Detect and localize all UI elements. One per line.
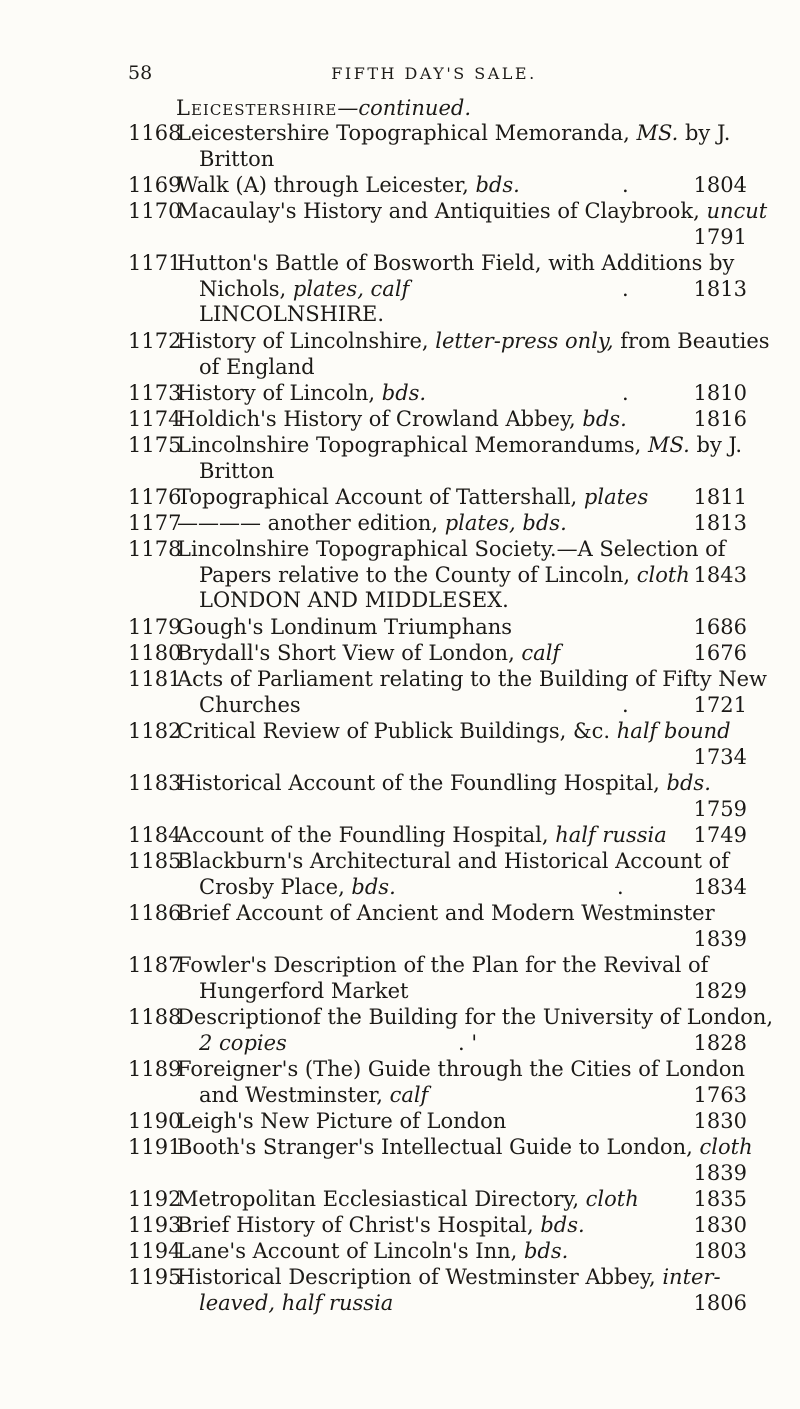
lot-number: 1186 bbox=[128, 901, 182, 925]
lot-number: 1175 bbox=[128, 433, 182, 457]
lot-year: 1839 bbox=[693, 1161, 747, 1185]
lot-description: Historical Description of Westminster Abbey, inter- bbox=[177, 1265, 721, 1289]
lot-description: Critical Review of Publick Buildings, &c. half bound bbox=[177, 719, 731, 743]
lot-number: 1189 bbox=[128, 1057, 182, 1081]
section-heading-lincolnshire: LINCOLNSHIRE. bbox=[199, 302, 385, 326]
lot-year: 1829 bbox=[693, 979, 747, 1003]
leader-dot: . bbox=[622, 277, 629, 301]
lot-description-cont: Crosby Place, bds. bbox=[199, 875, 396, 899]
page-number: 58 bbox=[128, 62, 153, 84]
lot-year: 1806 bbox=[693, 1291, 747, 1315]
lot-number: 1178 bbox=[128, 537, 182, 561]
lot-description-cont: Papers relative to the County of Lincoln, cloth bbox=[199, 563, 690, 587]
lot-year: 1835 bbox=[693, 1187, 747, 1211]
lot-description: Account of the Foundling Hospital, half russia bbox=[177, 823, 667, 847]
lot-description: Macaulay's History and Antiquities of Claybrook, uncut bbox=[177, 199, 768, 223]
running-title: FIFTH DAY'S SALE. bbox=[331, 64, 537, 83]
lot-number: 1180 bbox=[128, 641, 182, 665]
lot-year: 1721 bbox=[693, 693, 747, 717]
lot-description: Fowler's Description of the Plan for the Revival of bbox=[177, 953, 709, 977]
lot-description-cont: Britton bbox=[199, 459, 275, 483]
lot-year: 1686 bbox=[693, 615, 747, 639]
lot-number: 1170 bbox=[128, 199, 182, 223]
leader-dot: . bbox=[622, 381, 629, 405]
lot-description: Lane's Account of Lincoln's Inn, bds. bbox=[177, 1239, 569, 1263]
lot-description: Acts of Parliament relating to the Building of Fifty New bbox=[177, 667, 768, 691]
lot-description-cont: Britton bbox=[199, 147, 275, 171]
lot-number: 1171 bbox=[128, 251, 182, 275]
lot-description: Leigh's New Picture of London bbox=[177, 1109, 507, 1133]
running-head bbox=[128, 62, 740, 88]
ditto-dash: ———— bbox=[177, 511, 261, 535]
lot-description: Booth's Stranger's Intellectual Guide to London, cloth bbox=[177, 1135, 753, 1159]
lot-description: Foreigner's (The) Guide through the Cities of London bbox=[177, 1057, 746, 1081]
lot-number: 1176 bbox=[128, 485, 182, 509]
lot-description-cont: of England bbox=[199, 355, 315, 379]
lot-year: 1813 bbox=[693, 277, 747, 301]
lot-number: 1188 bbox=[128, 1005, 182, 1029]
lot-year: 1834 bbox=[693, 875, 747, 899]
section-heading-leicestershire: Leicestershire—continued. bbox=[176, 96, 471, 120]
section-heading-london: LONDON AND MIDDLESEX. bbox=[199, 588, 509, 612]
lot-number: 1195 bbox=[128, 1265, 182, 1289]
lot-year: 1843 bbox=[693, 563, 747, 587]
lot-description-cont: and Westminster, calf bbox=[199, 1083, 429, 1107]
lot-description: Holdich's History of Crowland Abbey, bds. bbox=[177, 407, 627, 431]
lot-number: 1194 bbox=[128, 1239, 182, 1263]
lot-description: History of Lincoln, bds. bbox=[177, 381, 427, 405]
lot-description-cont: Nichols, plates, calf bbox=[199, 277, 410, 301]
lot-description-cont: leaved, half russia bbox=[199, 1291, 394, 1315]
lot-year: 1734 bbox=[693, 745, 747, 769]
lot-number: 1169 bbox=[128, 173, 182, 197]
lot-year: 1676 bbox=[693, 641, 747, 665]
lot-description: Hutton's Battle of Bosworth Field, with Additions by bbox=[177, 251, 735, 275]
lot-description-cont: Churches bbox=[199, 693, 301, 717]
lot-number: 1192 bbox=[128, 1187, 182, 1211]
lot-description: ———— another edition, plates, bds. bbox=[177, 511, 567, 535]
lot-year: 1763 bbox=[693, 1083, 747, 1107]
lot-year: 1816 bbox=[693, 407, 747, 431]
lot-description-cont: 2 copies bbox=[199, 1031, 287, 1055]
lot-number: 1190 bbox=[128, 1109, 182, 1133]
leader-dot: . ' bbox=[458, 1031, 478, 1055]
lot-number: 1174 bbox=[128, 407, 182, 431]
lot-year: 1749 bbox=[693, 823, 747, 847]
lot-number: 1172 bbox=[128, 329, 182, 353]
lot-number: 1184 bbox=[128, 823, 182, 847]
lot-number: 1173 bbox=[128, 381, 182, 405]
leader-dot: . bbox=[622, 173, 629, 197]
lot-description: Brief Account of Ancient and Modern Westminster bbox=[177, 901, 715, 925]
lot-year: 1811 bbox=[693, 485, 747, 509]
lot-year: 1804 bbox=[693, 173, 747, 197]
lot-number: 1182 bbox=[128, 719, 182, 743]
lot-description-cont: Hungerford Market bbox=[199, 979, 409, 1003]
lot-description: Lincolnshire Topographical Memorandums, MS. by J. bbox=[177, 433, 742, 457]
lot-number: 1183 bbox=[128, 771, 182, 795]
lot-description: Metropolitan Ecclesiastical Directory, cloth bbox=[177, 1187, 639, 1211]
lot-description: Descriptionof the Building for the University of London, bbox=[177, 1005, 774, 1029]
lot-number: 1191 bbox=[128, 1135, 182, 1159]
lot-description: Brief History of Christ's Hospital, bds. bbox=[177, 1213, 585, 1237]
leader-dot: . bbox=[617, 875, 624, 899]
lot-description: Blackburn's Architectural and Historical Account of bbox=[177, 849, 730, 873]
lot-description: Lincolnshire Topographical Society.—A Selection of bbox=[177, 537, 726, 561]
lot-number: 1179 bbox=[128, 615, 182, 639]
lot-year: 1830 bbox=[693, 1109, 747, 1133]
leader-dot: . bbox=[622, 693, 629, 717]
lot-year: 1828 bbox=[693, 1031, 747, 1055]
lot-number: 1177 bbox=[128, 511, 182, 535]
lot-description: Leicestershire Topographical Memoranda, MS. by J. bbox=[177, 121, 731, 145]
lot-year: 1759 bbox=[693, 797, 747, 821]
lot-description: Walk (A) through Leicester, bds. bbox=[177, 173, 520, 197]
lot-number: 1181 bbox=[128, 667, 182, 691]
lot-description: Historical Account of the Foundling Hospital, bds. bbox=[177, 771, 711, 795]
lot-number: 1185 bbox=[128, 849, 182, 873]
lot-description: Brydall's Short View of London, calf bbox=[177, 641, 561, 665]
lot-number: 1187 bbox=[128, 953, 182, 977]
lot-description: Gough's Londinum Triumphans bbox=[177, 615, 513, 639]
lot-description: History of Lincolnshire, letter-press only, from Beauties bbox=[177, 329, 770, 353]
lot-year: 1813 bbox=[693, 511, 747, 535]
lot-number: 1193 bbox=[128, 1213, 182, 1237]
lot-year: 1810 bbox=[693, 381, 747, 405]
lot-number: 1168 bbox=[128, 121, 182, 145]
lot-year: 1791 bbox=[693, 225, 747, 249]
lot-year: 1803 bbox=[693, 1239, 747, 1263]
lot-year: 1830 bbox=[693, 1213, 747, 1237]
lot-description: Topographical Account of Tattershall, plates bbox=[177, 485, 649, 509]
lot-year: 1839 bbox=[693, 927, 747, 951]
